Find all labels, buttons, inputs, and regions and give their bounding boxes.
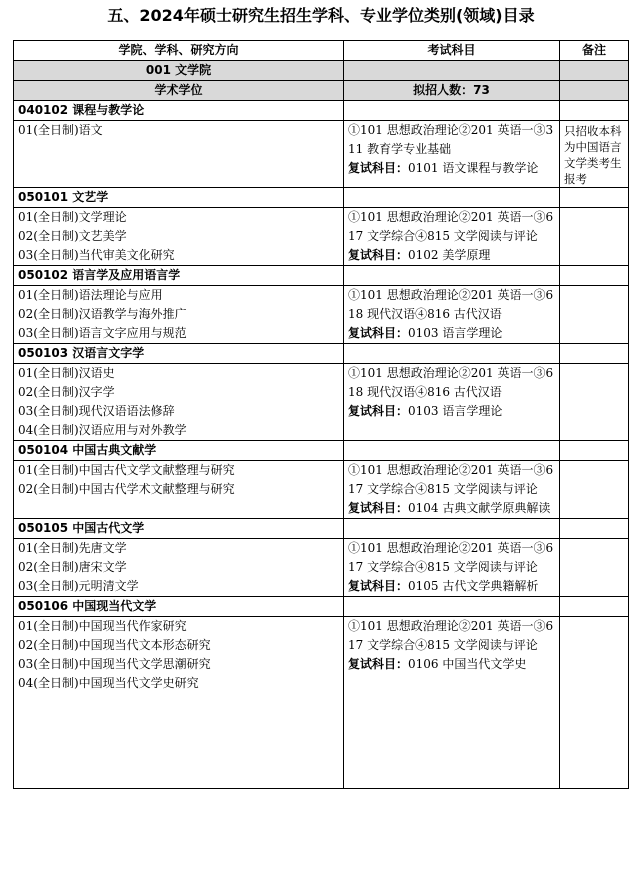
program-header-note — [560, 441, 629, 461]
research-directions — [14, 121, 344, 188]
retest-label: 复试科目： — [348, 501, 409, 515]
program-code: 050106 中国现当代文学 — [14, 597, 344, 617]
program-header-note — [560, 519, 629, 539]
research-directions — [14, 617, 344, 789]
retest-subject: 0105 古代文学典籍解析 — [408, 579, 539, 593]
program-note — [560, 208, 629, 266]
program-detail-row — [14, 461, 629, 519]
exam-subjects — [344, 461, 560, 519]
program-detail-row — [14, 121, 629, 188]
program-header-row — [14, 597, 629, 617]
research-direction: 01(全日制)语文 — [18, 123, 103, 137]
retest-label: 复试科目： — [348, 579, 409, 593]
program-detail-row — [14, 364, 629, 441]
initial-exam-subjects: ①101 思想政治理论②201 英语一③617 文学综合④815 文学阅读与评论 — [348, 463, 554, 496]
research-direction: 03(全日制)中国现当代文学思潮研究 — [18, 657, 211, 671]
program-note — [560, 286, 629, 344]
program-header-empty — [344, 344, 560, 364]
research-direction: 01(全日制)中国古代文学文献整理与研究 — [18, 463, 235, 477]
college-row — [14, 61, 629, 81]
research-direction: 02(全日制)唐宋文学 — [18, 560, 127, 574]
program-note: 只招收本科为中国语言文学类考生报考 — [560, 121, 629, 188]
research-directions — [14, 364, 344, 441]
program-header-empty — [344, 266, 560, 286]
program-code: 050105 中国古代文学 — [14, 519, 344, 539]
program-code: 040102 课程与教学论 — [14, 101, 344, 121]
exam-subjects — [344, 208, 560, 266]
research-direction: 04(全日制)汉语应用与对外教学 — [18, 423, 187, 437]
retest-subject: 0102 美学原理 — [408, 248, 491, 262]
program-note — [560, 539, 629, 597]
retest-label: 复试科目： — [348, 657, 409, 671]
research-direction: 02(全日制)汉字学 — [18, 385, 115, 399]
program-note — [560, 364, 629, 441]
program-header-empty — [344, 188, 560, 208]
initial-exam-subjects: ①101 思想政治理论②201 英语一③618 现代汉语④816 古代汉语 — [348, 366, 554, 399]
program-header-row — [14, 266, 629, 286]
exam-subjects — [344, 286, 560, 344]
research-directions — [14, 461, 344, 519]
program-code: 050104 中国古典文献学 — [14, 441, 344, 461]
program-catalog-table — [13, 40, 629, 789]
initial-exam-subjects: ①101 思想政治理论②201 英语一③617 文学综合④815 文学阅读与评论 — [348, 619, 554, 652]
retest-subject: 0103 语言学理论 — [408, 404, 503, 418]
program-detail-row — [14, 286, 629, 344]
retest-label: 复试科目： — [348, 161, 409, 175]
retest-subject: 0103 语言学理论 — [408, 326, 503, 340]
page-title: 五、2024年硕士研究生招生学科、专业学位类别(领域)目录 — [107, 6, 535, 25]
research-direction: 03(全日制)语言文字应用与规范 — [18, 326, 187, 340]
research-direction: 02(全日制)汉语教学与海外推广 — [18, 307, 187, 321]
program-note — [560, 461, 629, 519]
retest-label: 复试科目： — [348, 326, 409, 340]
research-direction: 02(全日制)中国古代学术文献整理与研究 — [18, 482, 235, 496]
retest-subject: 0104 古典文献学原典解读 — [408, 501, 551, 515]
program-header-note — [560, 597, 629, 617]
program-header-row — [14, 101, 629, 121]
program-header-row — [14, 519, 629, 539]
research-direction: 01(全日制)中国现当代作家研究 — [18, 619, 187, 633]
retest-label: 复试科目： — [348, 404, 409, 418]
table-header-row — [14, 41, 629, 61]
research-direction: 02(全日制)中国现当代文本形态研究 — [18, 638, 211, 652]
initial-exam-subjects: ①101 思想政治理论②201 英语一③311 教育学专业基础 — [348, 123, 554, 156]
program-header-note — [560, 101, 629, 121]
research-direction: 02(全日制)文艺美学 — [18, 229, 127, 243]
degree-row — [14, 81, 629, 101]
program-note — [560, 617, 629, 789]
degree-type: 学术学位 — [14, 81, 344, 101]
initial-exam-subjects: ①101 思想政治理论②201 英语一③618 现代汉语④816 古代汉语 — [348, 288, 554, 321]
program-code: 050103 汉语言文字学 — [14, 344, 344, 364]
program-header-row — [14, 344, 629, 364]
research-direction: 03(全日制)现代汉语语法修辞 — [18, 404, 175, 418]
exam-subjects — [344, 617, 560, 789]
program-header-row — [14, 441, 629, 461]
research-direction: 04(全日制)中国现当代文学史研究 — [18, 676, 199, 690]
college-row-note — [560, 61, 629, 81]
program-header-empty — [344, 597, 560, 617]
college-name: 001 文学院 — [14, 61, 344, 81]
program-header-note — [560, 188, 629, 208]
program-code: 050102 语言学及应用语言学 — [14, 266, 344, 286]
program-detail-row — [14, 617, 629, 789]
program-header-empty — [344, 519, 560, 539]
initial-exam-subjects: ①101 思想政治理论②201 英语一③617 文学综合④815 文学阅读与评论 — [348, 541, 554, 574]
program-header-note — [560, 266, 629, 286]
enrollment-quota: 拟招人数：73 — [344, 81, 560, 101]
exam-subjects — [344, 364, 560, 441]
research-direction: 01(全日制)先唐文学 — [18, 541, 127, 555]
research-directions — [14, 286, 344, 344]
exam-subjects — [344, 539, 560, 597]
header-college-direction: 学院、学科、研究方向 — [14, 41, 344, 61]
program-code: 050101 文艺学 — [14, 188, 344, 208]
program-header-row — [14, 188, 629, 208]
program-header-empty — [344, 441, 560, 461]
program-detail-row — [14, 208, 629, 266]
degree-row-note — [560, 81, 629, 101]
retest-subject: 0106 中国当代文学史 — [408, 657, 527, 671]
initial-exam-subjects: ①101 思想政治理论②201 英语一③617 文学综合④815 文学阅读与评论 — [348, 210, 554, 243]
research-direction: 03(全日制)元明清文学 — [18, 579, 139, 593]
research-direction: 01(全日制)语法理论与应用 — [18, 288, 163, 302]
research-direction: 03(全日制)当代审美文化研究 — [18, 248, 175, 262]
research-directions — [14, 539, 344, 597]
retest-label: 复试科目： — [348, 248, 409, 262]
program-header-note — [560, 344, 629, 364]
program-detail-row — [14, 539, 629, 597]
research-direction: 01(全日制)文学理论 — [18, 210, 127, 224]
college-row-empty — [344, 61, 560, 81]
retest-subject: 0101 语文课程与教学论 — [408, 161, 539, 175]
research-directions — [14, 208, 344, 266]
exam-subjects — [344, 121, 560, 188]
header-remarks: 备注 — [560, 41, 629, 61]
header-exam-subjects: 考试科目 — [344, 41, 560, 61]
program-header-empty — [344, 101, 560, 121]
research-direction: 01(全日制)汉语史 — [18, 366, 115, 380]
